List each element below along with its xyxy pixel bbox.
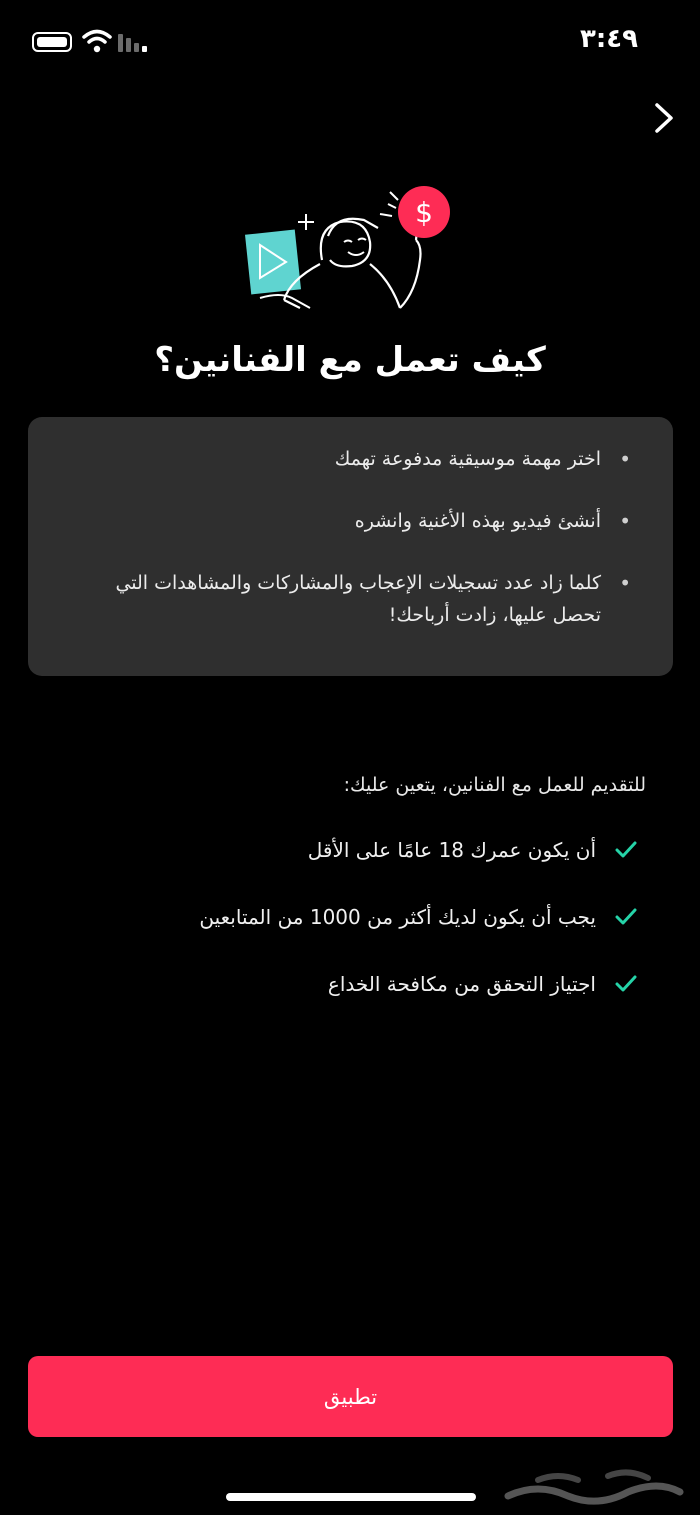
requirement-text: أن يكون عمرك 18 عامًا على الأقل — [307, 838, 596, 862]
step-item: • أنشئ فيديو بهذه الأغنية وانشره — [78, 505, 631, 537]
requirement-text: اجتياز التحقق من مكافحة الخداع — [327, 972, 596, 996]
chevron-right-icon[interactable] — [648, 100, 680, 136]
step-item: • كلما زاد عدد تسجيلات الإعجاب والمشاركات والمشاهدات التي تحصل عليها، زادت أرباحك! — [78, 567, 631, 631]
step-item: • اختر مهمة موسيقية مدفوعة تهمك — [78, 443, 631, 475]
requirements-heading: للتقديم للعمل مع الفنانين، يتعين عليك: — [343, 774, 646, 796]
requirement-item — [78, 899, 638, 935]
home-indicator — [226, 1493, 476, 1501]
cellular-signal-icon — [118, 32, 150, 52]
status-bar — [0, 0, 700, 80]
watermark-logo — [498, 1462, 688, 1512]
apply-button[interactable]: تطبيق — [28, 1356, 673, 1437]
svg-text:$: $ — [415, 196, 433, 229]
battery-icon — [32, 32, 72, 52]
check-icon — [614, 838, 638, 862]
requirement-item — [78, 966, 638, 1002]
check-icon — [614, 972, 638, 996]
requirement-item — [78, 832, 638, 868]
wifi-icon — [82, 28, 112, 54]
steps-card — [28, 417, 673, 676]
check-icon — [614, 905, 638, 929]
status-time: ٣:٤٩ — [579, 24, 638, 54]
requirement-text: يجب أن يكون لديك أكثر من 1000 من المتابعين — [199, 905, 596, 929]
page-title: كيف تعمل مع الفنانين؟ — [154, 340, 546, 380]
creator-illustration — [240, 180, 460, 320]
